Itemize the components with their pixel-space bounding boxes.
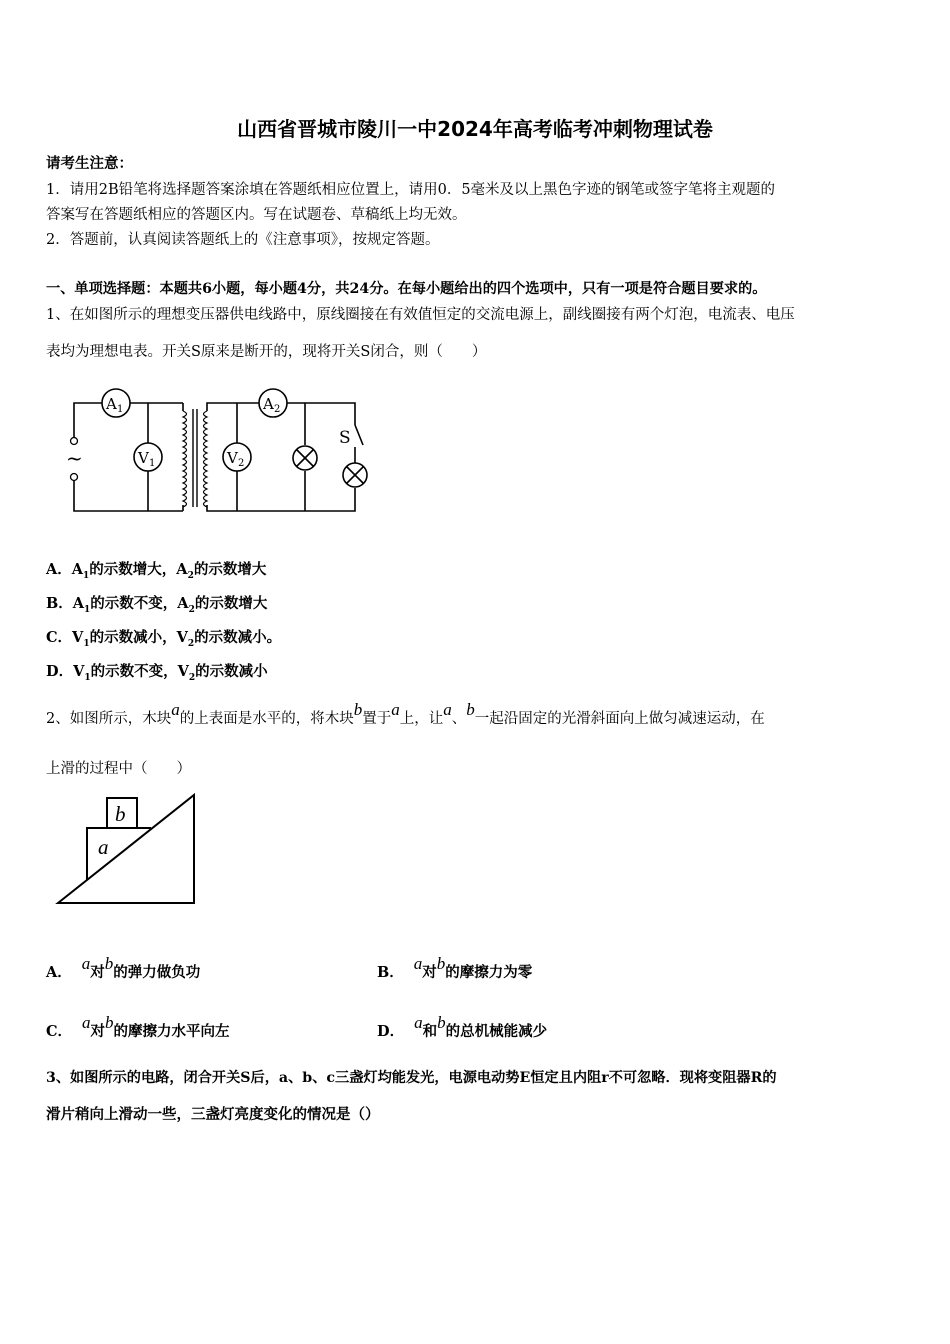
voltmeter-v1-label: V [138, 449, 149, 467]
section-heading: 一、单项选择题：本题共6小题，每小题4分，共24分。在每小题给出的四个选项中，只有一项是符合题目要求的。 [46, 281, 767, 297]
notice-line-1a: 1．请用2B铅笔将选择题答案涂填在答题纸相应位置上，请用0．5毫米及以上黑色字迹的钢笔或签字笔将主观题的 [46, 182, 776, 198]
ammeter-a1-label: A [106, 395, 117, 413]
ac-source-symbol: ~ [66, 446, 83, 470]
q3-stem-line-1: 3、如图所示的电路，闭合开关S后，a、b、c三盏灯均能发光，电源电动势E恒定且内阻r不可忽略．现将变阻器R的 [46, 1070, 777, 1086]
q3-stem-line-2: 滑片稍向上滑动一些，三盏灯亮度变化的情况是（） [46, 1106, 380, 1123]
voltmeter-v2-label: V [227, 449, 238, 467]
q1-option-c: C．$V_1$的示数减小，$V_2$的示数减小。 [46, 629, 282, 649]
q2-option-b: B． a对b的摩擦力为零 [377, 954, 533, 981]
page-title: 山西省晋城市陵川一中2024年高考临考冲刺物理试卷 [237, 117, 713, 141]
q2-option-d: D． a和b的总机械能减少 [377, 1013, 548, 1040]
notice-heading: 请考生注意： [46, 155, 133, 172]
voltmeter-v2-subscript: 2 [238, 458, 245, 469]
ammeter-a1-subscript: 1 [117, 404, 124, 415]
q2-stem-line-1: 2、如图所示，木块a的上表面是水平的，将木块b置于a上，让a、b一起沿固定的光滑斜面向上做匀减速运动，在 [46, 700, 765, 727]
voltmeter-v1-subscript: 1 [149, 458, 156, 469]
transformer-circuit-figure [60, 385, 370, 520]
q1-stem-line-1: 1、在如图所示的理想变压器供电线路中，原线圈接在有效值恒定的交流电源上，副线圈接有两个灯泡，电流表、电压 [46, 307, 795, 323]
incline-blocks-figure [50, 790, 200, 910]
notice-line-2: 2．答题前，认真阅读答题纸上的《注意事项》，按规定答题。 [46, 232, 440, 248]
q1-stem-line-2: 表均为理想电表。开关S原来是断开的，现将开关S闭合，则（ ） [46, 344, 487, 360]
switch-s-label: S [339, 428, 351, 448]
ammeter-a2-subscript: 2 [274, 404, 281, 415]
ammeter-a2-label: A [263, 395, 274, 413]
block-b-label: b [115, 802, 126, 826]
q1-option-b: B．$A_1$的示数不变，$A_2$的示数增大 [46, 595, 268, 615]
block-a-label: a [98, 835, 109, 859]
notice-line-1b: 答案写在答题纸相应的答题区内。写在试题卷、草稿纸上均无效。 [46, 207, 467, 223]
q1-option-d: D．$V_1$的示数不变，$V_2$的示数减小 [46, 663, 268, 683]
q2-stem-line-2: 上滑的过程中（ ） [46, 761, 191, 777]
q2-option-a: A． a对b的弹力做负功 [46, 954, 201, 981]
q2-option-c: C． a对b的摩擦力水平向左 [46, 1013, 230, 1040]
q1-option-a: A．$A_1$的示数增大，$A_2$的示数增大 [46, 561, 267, 581]
